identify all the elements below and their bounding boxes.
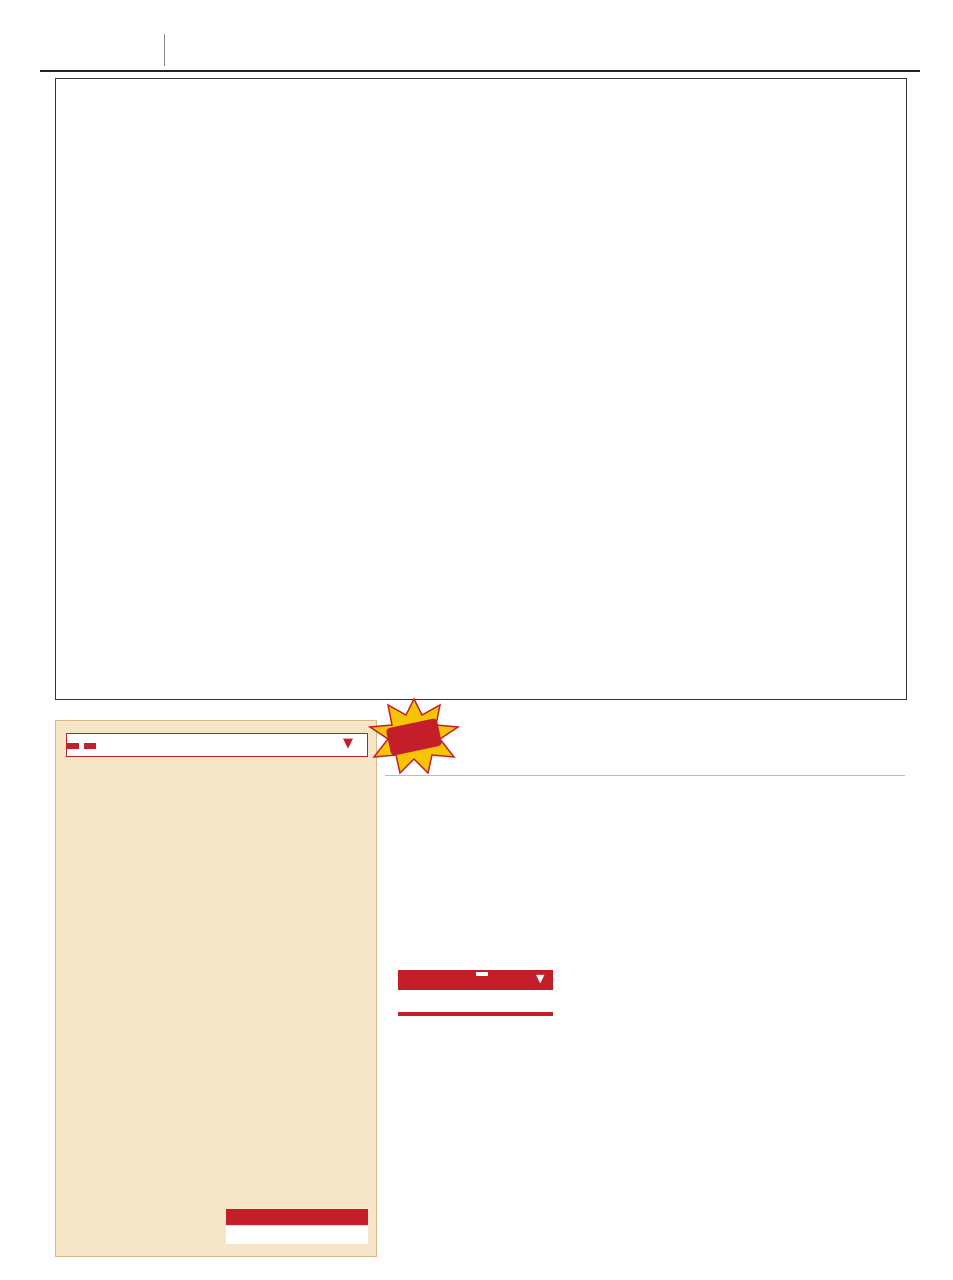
trend-analysis-body: [66, 819, 218, 969]
position-analysis: [231, 771, 371, 1211]
prize-col-header: [501, 1012, 553, 1016]
prize-table: [398, 1012, 553, 1016]
trend-chart-svg: [56, 79, 906, 699]
article-column-1: [395, 782, 555, 967]
pailie3-analysis-panel: [55, 720, 377, 1257]
qixingcai-issue: [476, 972, 488, 976]
recommend-first: [398, 1235, 558, 1251]
article-body: [385, 775, 905, 971]
pick-column-a: [572, 1062, 732, 1247]
triangle-down-icon: ▼: [343, 736, 353, 751]
triangle-down-icon: ▼: [536, 972, 545, 985]
tips-badge: [368, 697, 460, 775]
trend-chart: [55, 78, 907, 700]
qixingcai-header: [398, 970, 553, 990]
prize-col-header: [398, 1012, 450, 1016]
qixingcai-box: [398, 970, 553, 1150]
pailie5-label: [226, 1209, 368, 1225]
tag-pailie5: [84, 743, 96, 749]
panel-header: [66, 733, 368, 757]
article-column-2: [567, 782, 727, 967]
tag-pailie3: [67, 743, 79, 749]
masthead: [40, 30, 920, 72]
prize-col-header: [450, 1012, 502, 1016]
span-paragraph-2: [66, 1103, 218, 1179]
article-column-3: [739, 782, 899, 967]
masthead-divider: [164, 34, 165, 66]
span-paragraph-3: [66, 1183, 218, 1247]
pick-column-b: [742, 1062, 907, 1242]
span-paragraph-1: [66, 1017, 218, 1099]
pailie5-value: [226, 1226, 368, 1244]
